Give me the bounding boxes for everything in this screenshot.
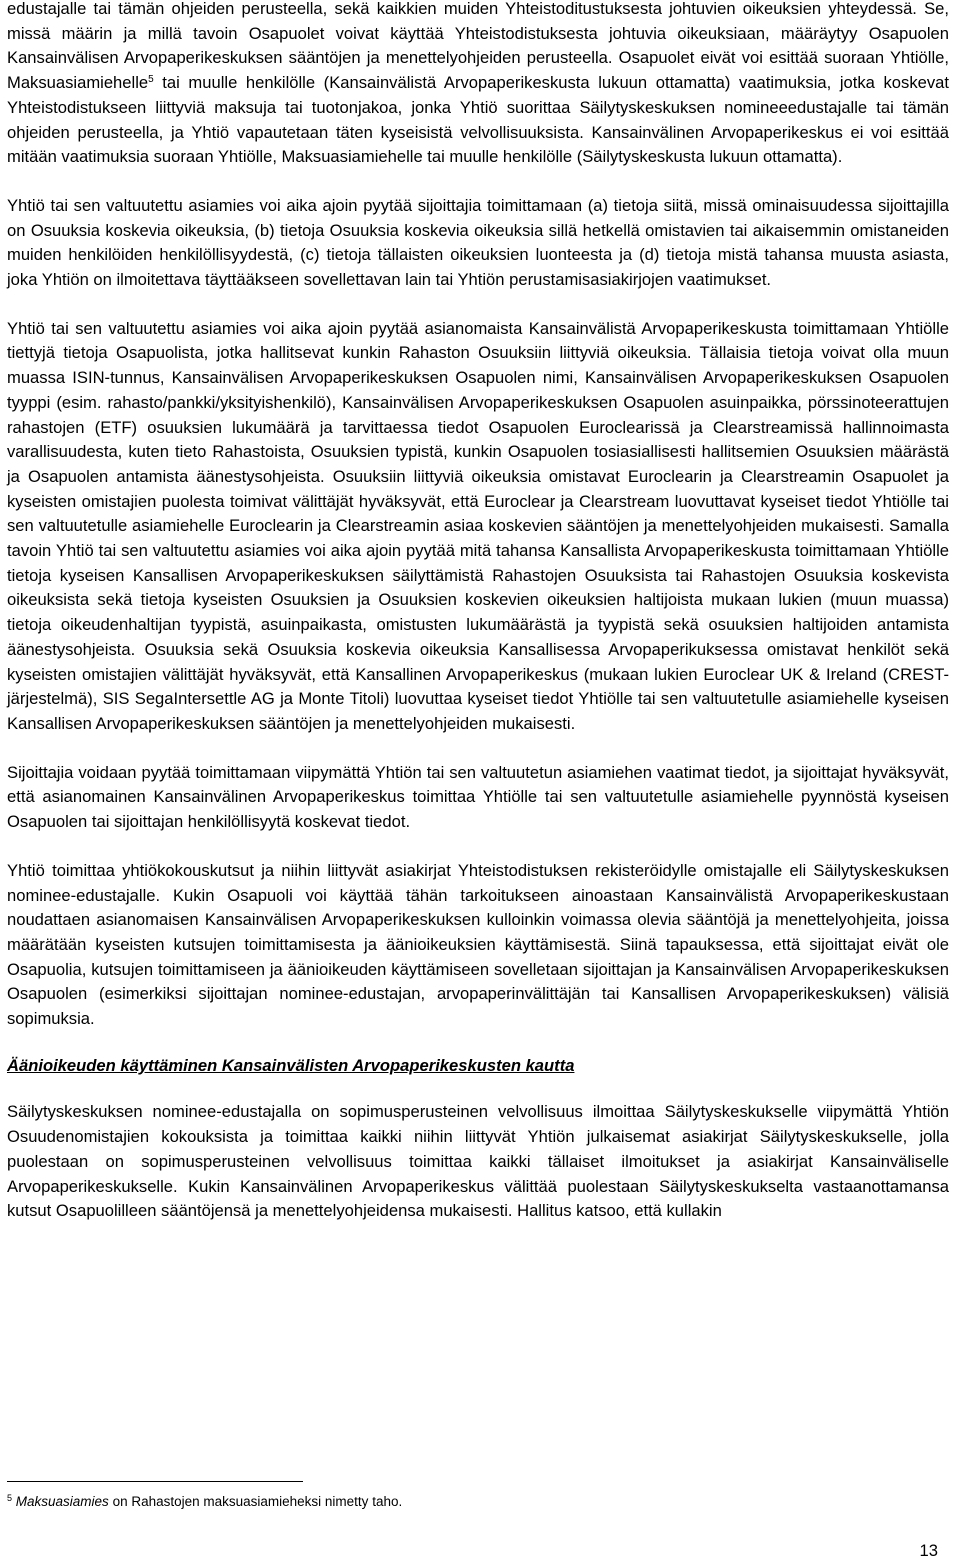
- paragraph-3: Yhtiö tai sen valtuutettu asiamies voi aika ajoin pyytää asianomaista Kansainvälistä Arvopaperikeskusta toimittamaan Yhtiölle tiettyjä tietoja Osapuolista, jotka hallitsevat kunkin Rahaston Osuuksiin liittyviä oikeuksia. Tällaisia tietoja voivat olla muun muassa ISIN-tunnus, Kansainvälisen Arvopaperikeskuksen Osapuolen nimi, Kansainvälisen Arvopaperikeskuksen Osapuolen tyyppi (esim. rahasto/pankki/yksityishenkilö), Kansainvälisen Arvopaperikeskuksen Osapuolen asuinpaikka, pörssinoteerattujen rahastojen (ETF) osuuksien lukumäärä ja tarvittaessa tiedot Osapuolen Euroclearissä ja Clearstreamissä hallinnoimasta varallisuudesta, kuten tieto Rahastoista, Osuuksien typistä, kunkin Osapuolen tosiasiallisesti hallitsemien Osuuksien määrästä ja Osapuolen antamista äänestysohjeista. Osuuksiin liittyviä oikeuksia omistavat Euroclearin ja Clearstreamin Osapuolet ja kyseisten omistajien puolesta toimivat välittäjät hyväksyvät, että Euroclear ja Clearstream luovuttavat kyseiset tiedot Yhtiölle tai sen valtuutetulle asiamiehelle Euroclearin ja Clearstreamin asiaa koskevien sääntöjen ja menettelyohjeiden mukaisesti. Samalla tavoin Yhtiö tai sen valtuutettu asiamies voi aika ajoin pyytää mitä tahansa Kansallista Arvopaperikeskusta toimittamaan Yhtiölle tietoja kyseisen Kansallisen Arvopaperikeskuksen säilyttämistä Rahastojen Osuuksista tai Rahastojen Osuuksia koskevista oikeuksista sekä tietoja kyseisten Osuuksien ja Osuuksien koskevien oikeuksien haltijoista mukaan lukien (muun muassa) tietoja oikeudenhaltijan tyypistä, asuinpaikasta, omistusten lukumäärästä ja tyypistä sekä osuuksien haltijoiden antamista äänestysohjeista. Osuuksia sekä Osuuksia koskevia oikeuksia Kansallisessa Arvopaperikuksessa omistavat henkilöt sekä kyseisten omistajien välittäjät hyväksyvät, että Kansallinen Arvopaperikeskus (mukaan lukien Euroclear UK & Ireland (CREST-järjestelmä), SIS SegaIntersettle AG ja Monte Titoli) luovuttaa kyseiset tiedot Yhtiölle tai sen valtuutetulle asiamiehelle kyseisen Kansallisen Arvopaperikeskuksen sääntöjen ja menettelyohjeiden mukaisesti.: [7, 318, 949, 733]
- paragraph-6: Säilytyskeskuksen nominee-edustajalla on sopimusperusteinen velvollisuus ilmoittaa Säilytyskeskukselle viipymättä Yhtiön Osuudenomistajien kokouksista ja toimittaa kaikki niihin liittyvät Yhtiön julkaisemat asiakirjat Säilytyskeskukselle, jolla puolestaan on sopimusperusteinen velvollisuus toimittaa kaikki tällaiset ilmoitukset ja asiakirjat Kansainväliselle Arvopaperikeskukselle. Kukin Kansainvälinen Arvopaperikeskus välittää puolestaan Säilytyskeskukselta vastaanottamansa kutsut Osapuolilleen sääntöjensä ja menettelyohjeidensa mukaisesti. Hallitus katsoo, että kullakin: [7, 1102, 949, 1221]
- footnote: [7, 1493, 402, 1511]
- paragraph-4: Sijoittajia voidaan pyytää toimittamaan viipymättä Yhtiön tai sen valtuutetun asiamiehen vaatimat tiedot, ja sijoittajat hyväksyvät, että asianomainen Kansainvälinen Arvopaperikeskus toimittaa Yhtiölle tai sen valtuutetulle asiamiehelle pyynnöstä kyseisen Osapuolen tai sijoittajan henkilöllisyytä koskevat tiedot.: [7, 762, 949, 832]
- footnote-reference[interactable]: 5: [148, 74, 154, 86]
- paragraph-1-part-b: tai muulle henkilölle (Kansainvälistä Arvopaperikeskusta lukuun ottamatta) vaatimuksia, jotka koskevat Yhteistodistukseen liittyviä maksuja tai tuotonjakoa, jonka Yhtiö suorittaa Säilytyskeskuksen nomineeedustajalle tai tämän ohjeiden perusteella, ja Yhtiö vapautetaan täten kyseisistä velvollisuuksista. Kansainvälinen Arvopaperikeskus ei voi esittää mitään vaatimuksia suoraan Yhtiölle, Maksuasiamiehelle tai muulle henkilölle (Säilytyskeskusta lukuun ottamatta).: [7, 73, 949, 167]
- paragraph-1: [7, 0, 949, 170]
- footnote-separator: [7, 1481, 303, 1482]
- paragraph-2: Yhtiö tai sen valtuutettu asiamies voi aika ajoin pyytää sijoittajia toimittamaan (a) tietoja siitä, missä ominaisuudessa sijoittajilla on Osuuksia koskevia oikeuksia, (b) tietoja Osuuksia koskevia oikeuksia sillä hetkellä omistavien tai aikaisemmin omistaneiden muiden henkilöiden henkilöllisyydestä, (c) tietoja tällaisten oikeuksien luonteesta ja (d) tietoja mistä tahansa muusta asiasta, joka Yhtiön on ilmoitettava täyttääkseen sovellettavan lain tai Yhtiön perustamisasiakirjojen vaatimukset.: [7, 195, 949, 290]
- footnote-text: on Rahastojen maksuasiamieheksi nimetty taho.: [108, 1494, 403, 1509]
- footnote-term: Maksuasiamies: [15, 1494, 109, 1509]
- section-heading: Äänioikeuden käyttäminen Kansainvälisten Arvopaperikeskusten kautta: [7, 1055, 575, 1075]
- paragraph-1-part-a: edustajalle tai tämän ohjeiden perusteella, sekä kaikkien muiden Yhteistoditustuksesta johtuvien oikeuksien yhteydessä. Se, missä määrin ja millä tavoin Osapuolet voivat käyttää Yhteistodistuksesta johtuvia oikeuksiaan, määräytyy Osapuolen Kansainvälisen Arvopaperikeskuksen sääntöjen ja menettelyohjeiden perusteella. Osapuolet eivät voi esittää suoraan Yhtiölle, Maksuasiamiehelle: [7, 0, 949, 93]
- paragraph-5: Yhtiö toimittaa yhtiökokouskutsut ja niihin liittyvät asiakirjat Yhteistodistuksen rekisteröidylle omistajalle eli Säilytyskeskuksen nominee-edustajalle. Kukin Osapuoli voi käyttää tähän tarkoitukseen ainoastaan Kansainvälistä Arvopaperikeskustaan noudattaen asianomaisen Kansainvälisen Arvopaperikeskuksen kulloinkin voimassa olevia sääntöjä ja menettelyohjeita, joissa määrätään kyseisten kutsujen toimittamisesta ja äänioikeuksien käyttämisestä. Siinä tapauksessa, että sijoittajat eivät ole Osapuolia, kutsujen toimittamiseen ja äänioikeuden käyttämiseen sovelletaan sijoittajan ja Kansainvälisen Arvopaperikeskuksen Osapuolen (esimerkiksi sijoittajan nominee-edustajan, arvopaperinvälittäjän tai Kansallisen Arvopaperikeskuksen) välisiä sopimuksia.: [7, 860, 949, 1029]
- document-body: [7, 0, 949, 1224]
- page-number: 13: [919, 1541, 938, 1560]
- footnote-marker: 5: [7, 1493, 13, 1503]
